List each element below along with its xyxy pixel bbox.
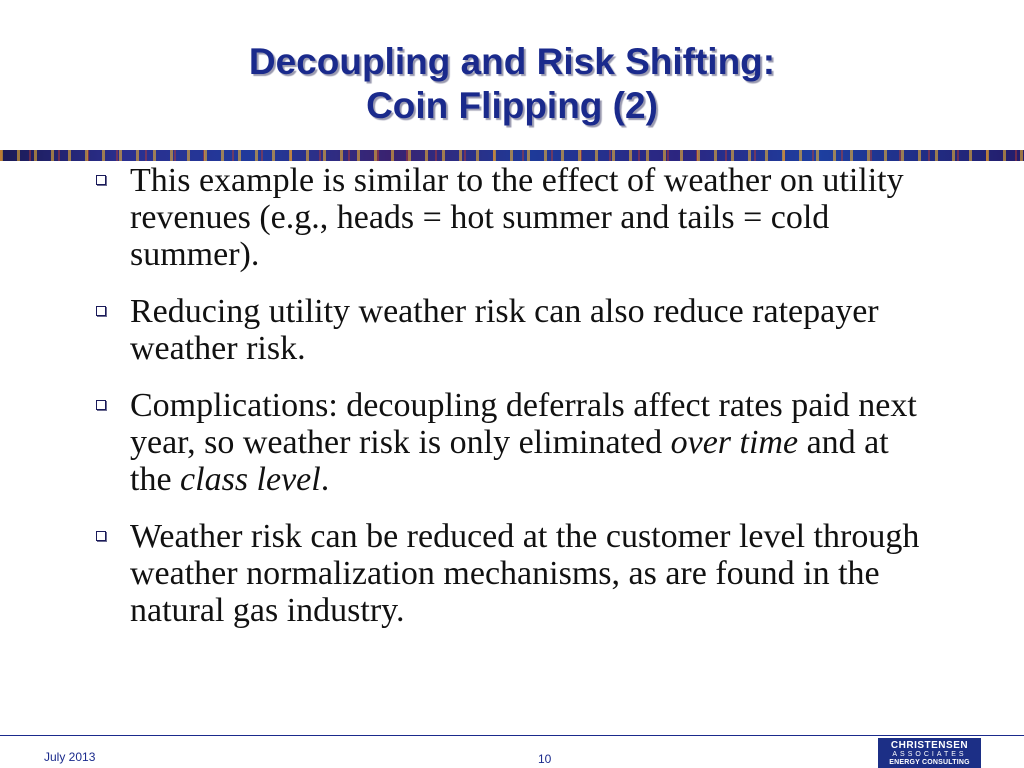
logo-line-2: ASSOCIATES — [892, 751, 967, 758]
footer-date: July 2013 — [44, 750, 96, 764]
bullet-text-part: and at the — [130, 424, 889, 498]
emphasis-over-time: over time — [670, 424, 799, 461]
emphasis-class-level: class level — [180, 461, 321, 498]
bullet-text — [130, 387, 917, 498]
slide-title — [0, 40, 1024, 128]
bullet-text: Weather risk can be reduced at the customer level through weather normalization mechanisms, as are found in the natural gas industry. — [130, 518, 920, 629]
bullet-item-1 — [96, 162, 936, 273]
bullet-item-2 — [96, 293, 936, 367]
slide-title-line-2: Coin Flipping (2) — [366, 85, 658, 126]
bullet-text: Reducing utility weather risk can also reduce ratepayer weather risk. — [130, 293, 879, 367]
company-logo — [878, 738, 981, 768]
page-number: 10 — [538, 752, 552, 766]
bullet-text-part: Complications: decoupling deferrals affect rates paid next year, so weather risk is only eliminated — [130, 387, 917, 461]
hollow-square-bullet-icon — [96, 175, 106, 185]
bullet-item-4 — [96, 518, 936, 629]
hollow-square-bullet-icon — [96, 306, 106, 316]
slide-title-line-1: Decoupling and Risk Shifting: — [248, 41, 776, 82]
hollow-square-bullet-icon — [96, 400, 106, 410]
bullet-text-part: . — [320, 461, 330, 498]
decorative-banner — [0, 150, 1024, 161]
bullet-list — [96, 162, 936, 649]
logo-line-1: CHRISTENSEN — [890, 740, 969, 751]
logo-line-3: ENERGY CONSULTING — [889, 759, 970, 766]
bullet-text: This example is similar to the effect of weather on utility revenues (e.g., heads = hot summer and tails = cold summer). — [130, 162, 904, 273]
bullet-item-3 — [96, 387, 936, 498]
footer-divider — [0, 735, 1024, 736]
hollow-square-bullet-icon — [96, 531, 106, 541]
